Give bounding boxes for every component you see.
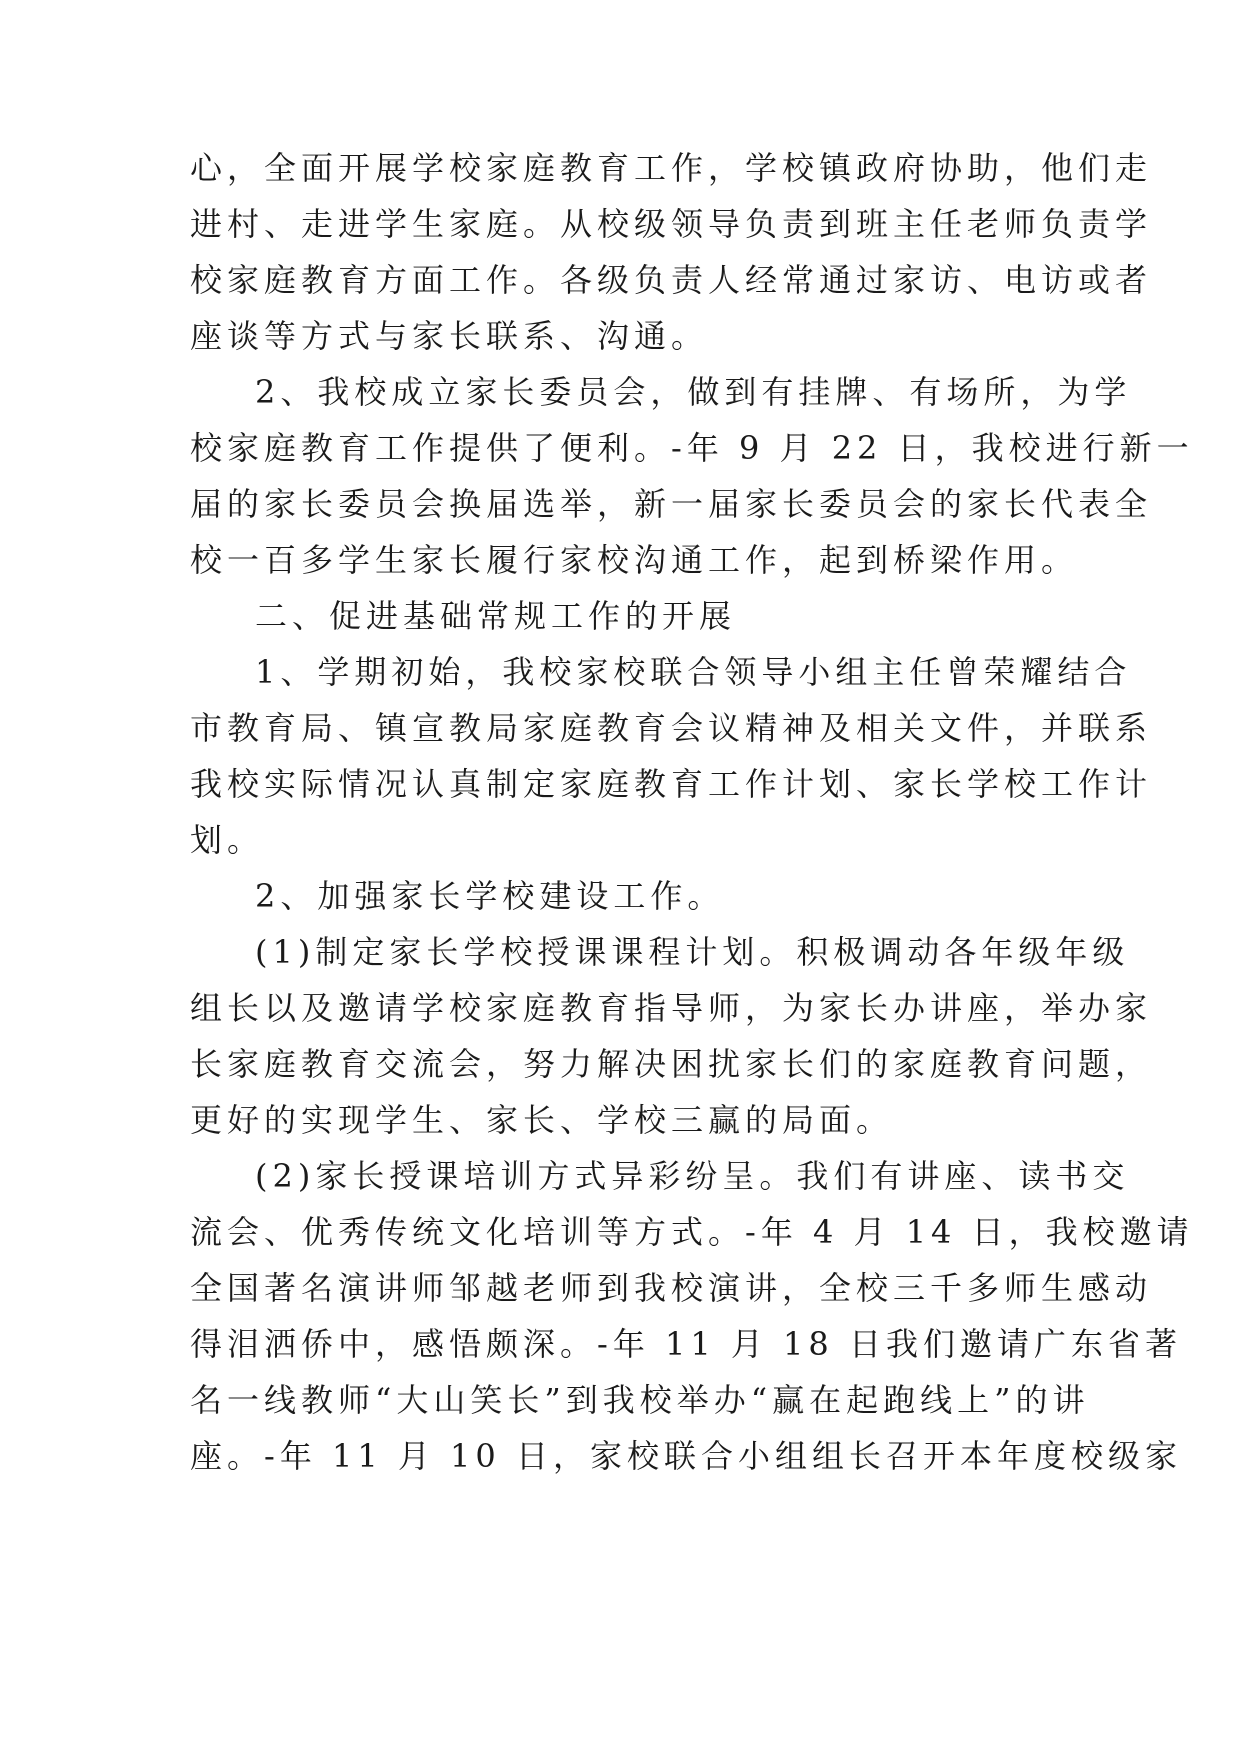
paragraph-line: 届的家长委员会换届选举，新一届家长委员会的家长代表全 — [190, 485, 1153, 523]
paragraph-line: 校家庭教育工作提供了便利。-年 9 月 22 日，我校进行新一 — [190, 429, 1194, 467]
paragraph-line: 得泪洒侨中，感悟颇深。-年 11 月 18 日我们邀请广东省著 — [190, 1325, 1182, 1363]
paragraph-line: 座谈等方式与家长联系、沟通。 — [190, 317, 709, 355]
paragraph-line: 校一百多学生家长履行家校沟通工作，起到桥梁作用。 — [190, 541, 1079, 579]
paragraph-line: 组长以及邀请学校家庭教育指导师，为家长办讲座，举办家 — [190, 989, 1153, 1027]
paragraph-line: 我校实际情况认真制定家庭教育工作计划、家长学校工作计 — [190, 765, 1153, 803]
paragraph-line: 2、加强家长学校建设工作。 — [255, 877, 725, 915]
paragraph-line: (2)家长授课培训方式异彩纷呈。我们有讲座、读书交 — [255, 1157, 1130, 1195]
paragraph-line: 心，全面开展学校家庭教育工作，学校镇政府协助，他们走 — [190, 149, 1153, 187]
paragraph-line: (1)制定家长学校授课课程计划。积极调动各年级年级 — [255, 933, 1130, 971]
paragraph-line: 1、学期初始，我校家校联合领导小组主任曾荣耀结合 — [255, 653, 1132, 691]
paragraph-line: 长家庭教育交流会，努力解决困扰家长们的家庭教育问题， — [190, 1045, 1153, 1083]
paragraph-line: 更好的实现学生、家长、学校三赢的局面。 — [190, 1101, 894, 1139]
paragraph-line: 校家庭教育方面工作。各级负责人经常通过家访、电访或者 — [190, 261, 1153, 299]
paragraph-line: 名一线教师“大山笑长”到我校举办“赢在起跑线上”的讲 — [190, 1381, 1090, 1419]
paragraph-line: 市教育局、镇宣教局家庭教育会议精神及相关文件，并联系 — [190, 709, 1153, 747]
paragraph-line: 座。-年 11 月 10 日，家校联合小组组长召开本年度校级家 — [190, 1437, 1182, 1475]
paragraph-line: 2、我校成立家长委员会，做到有挂牌、有场所，为学 — [255, 373, 1132, 411]
paragraph-line: 划。 — [190, 821, 265, 859]
paragraph-line: 进村、走进学生家庭。从校级领导负责到班主任老师负责学 — [190, 205, 1153, 243]
section-heading: 二、促进基础常规工作的开展 — [255, 597, 737, 635]
paragraph-line: 全国著名演讲师邹越老师到我校演讲，全校三千多师生感动 — [190, 1269, 1153, 1307]
paragraph-line: 流会、优秀传统文化培训等方式。-年 4 月 14 日，我校邀请 — [190, 1213, 1194, 1251]
